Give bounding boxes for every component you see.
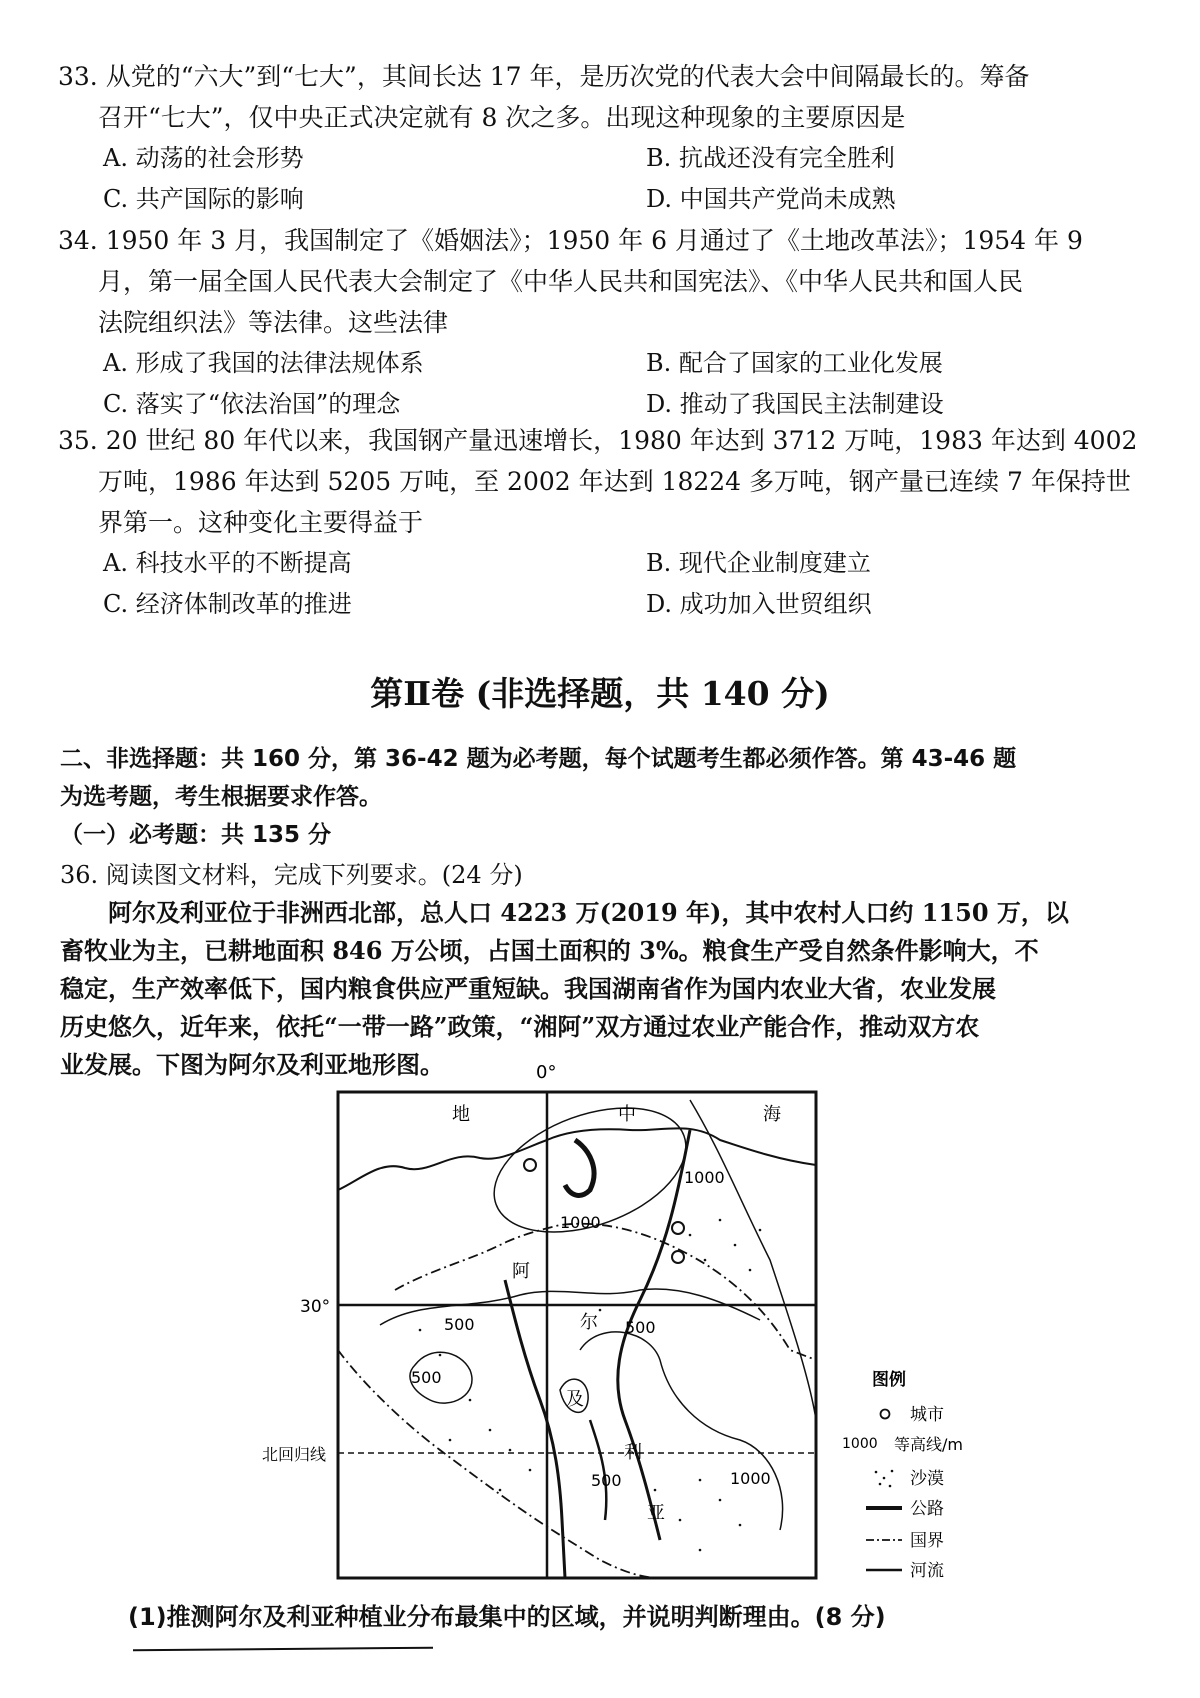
desert-stipple [419,1219,762,1552]
q33-option-c: C. 共产国际的影响 [103,185,304,213]
q33-option-d: D. 中国共产党尚未成熟 [646,185,896,213]
question-33 [58,56,1138,220]
contour-label-6: 500 [591,1471,622,1490]
question-35 [58,420,1138,625]
contour-east [690,1100,816,1420]
q33-option-b: B. 抗战还没有完全胜利 [646,144,895,172]
q33-stem-line2: 召开“七大”，仅中央正式决定就有 8 次之多。出现这种现象的主要原因是 [98,103,906,132]
part2-heading [60,740,1145,854]
map-latitude-label: 30° [300,1297,331,1317]
legend-desert-label: 沙漠 [910,1469,944,1489]
question-34 [58,220,1138,425]
map-frame [338,1092,816,1578]
city-marker-3 [672,1251,684,1263]
question-36 [60,856,1145,1084]
river-north [565,1140,594,1195]
q34-stem-line2: 月，第一届全国人民代表大会制定了《中华人民共和国宪法》、《中华人民共和国人民 [98,267,1024,296]
map-legend [842,1369,963,1581]
map-country-char-3: 及 [566,1389,584,1410]
map-country-char-1: 阿 [512,1261,530,1282]
q33-options-row2 [58,179,1138,220]
q33-stem-line1: 33. 从党的“六大”到“七大”，其间长达 17 年，是历次党的代表大会中间隔最长的。筹备 [58,62,1030,91]
map-tropic-label: 北回归线 [262,1445,327,1464]
contour-label-5: 500 [411,1368,442,1387]
q33-options-row1 [58,138,1138,179]
section-2-title: 第Ⅱ卷 (非选择题，共 140 分) [370,674,830,713]
q35-option-a: A. 科技水平的不断提高 [103,549,352,577]
map-sea-char-1: 地 [452,1104,470,1125]
legend-contour-sample: 1000 [842,1436,878,1452]
legend-desert-icon [875,1470,894,1488]
q35-option-b: B. 现代企业制度建立 [646,549,871,577]
q34-option-d: D. 推动了我国民主法制建设 [646,390,944,418]
coastline [338,1128,816,1190]
algeria-terrain-map [0,1060,1200,1590]
legend-city-icon [881,1410,890,1419]
map-country-char-2: 尔 [580,1312,598,1333]
q34-stem-line1: 34. 1950 年 3 月，我国制定了《婚姻法》；1950 年 6 月通过了《土地改革法》；1954 年 9 [58,226,1083,255]
part2-sub-heading: （一）必考题：共 135 分 [60,822,332,848]
legend-title: 图例 [872,1370,906,1390]
legend-road-label: 公路 [910,1499,944,1519]
q34-stem-line3: 法院组织法》等法律。这些法律 [98,308,449,337]
handwritten-underline [133,1647,433,1652]
q35-option-d: D. 成功加入世贸组织 [646,590,872,618]
legend-contour-label: 等高线/m [894,1435,963,1454]
q35-stem-line3: 界第一。这种变化主要得益于 [98,508,424,537]
q34-option-a: A. 形成了我国的法律法规体系 [103,349,424,377]
legend-border-label: 国界 [910,1531,944,1551]
q35-option-c: C. 经济体制改革的推进 [103,590,352,618]
map-sea-char-3: 海 [763,1104,781,1125]
map-country-char-5: 亚 [647,1503,665,1524]
contour-label-7: 1000 [730,1469,771,1488]
map-sea-char-2: 中 [618,1104,636,1125]
q34-option-b: B. 配合了国家的工业化发展 [646,349,943,377]
q35-options-row1 [58,543,1138,584]
q36-para-line3: 稳定，生产效率低下，国内粮食供应严重短缺。我国湖南省作为国内农业大省，农业发展 [60,974,996,1003]
q36-para-line4: 历史悠久，近年来，依托“一带一路”政策，“湘阿”双方通过农业产能合作，推动双方农 [60,1012,980,1041]
q33-option-a: A. 动荡的社会形势 [103,144,304,172]
q35-stem-line2: 万吨，1986 年达到 5205 万吨，至 2002 年达到 18224 多万吨，钢产量已连续 7 年保持世 [98,467,1131,496]
q34-options-row1 [58,343,1138,384]
q36-para-line5: 业发展。下图为阿尔及利亚地形图。 [60,1050,444,1079]
map-country-char-4: 利 [624,1442,642,1463]
contour-label-1: 1000 [684,1168,725,1187]
legend-river-label: 河流 [910,1561,944,1581]
q36-sub1: (1)推测阿尔及利亚种植业分布最集中的区域，并说明判断理由。(8 分) [128,1603,886,1631]
legend-city-label: 城市 [910,1405,944,1425]
map-longitude-label: 0° [536,1062,557,1083]
river-south [590,1420,606,1520]
q34-option-c: C. 落实了“依法治国”的理念 [103,390,401,418]
contour-1000-south [580,1332,783,1530]
q35-stem-line1: 35. 20 世纪 80 年代以来，我国钢产量迅速增长，1980 年达到 3712 万吨，1983 年达到 4002 [58,426,1138,455]
contour-500-line [380,1289,760,1325]
contour-label-4: 500 [625,1318,656,1337]
contour-label-3: 500 [444,1315,475,1334]
part2-heading-line1: 二、非选择题：共 160 分，第 36-42 题为必考题，每个试题考生都必须作答。第 43-46 题 [60,746,1017,772]
q36-para-line2: 畜牧业为主，已耕地面积 846 万公顷，占国土面积的 3%。粮食生产受自然条件影响大，不 [60,936,1039,965]
city-marker-1 [524,1159,536,1171]
q36-title: 36. 阅读图文材料，完成下列要求。(24 分) [60,861,523,889]
contour-label-2: 1000 [560,1213,601,1232]
city-marker-2 [672,1222,684,1234]
q34-options-row2 [58,384,1138,425]
q36-para-line1: 阿尔及利亚位于非洲西北部，总人口 4223 万(2019 年)，其中农村人口约 1150 万，以 [108,898,1069,927]
q35-options-row2 [58,584,1138,625]
part2-heading-line2: 为选考题，考生根据要求作答。 [60,784,382,810]
